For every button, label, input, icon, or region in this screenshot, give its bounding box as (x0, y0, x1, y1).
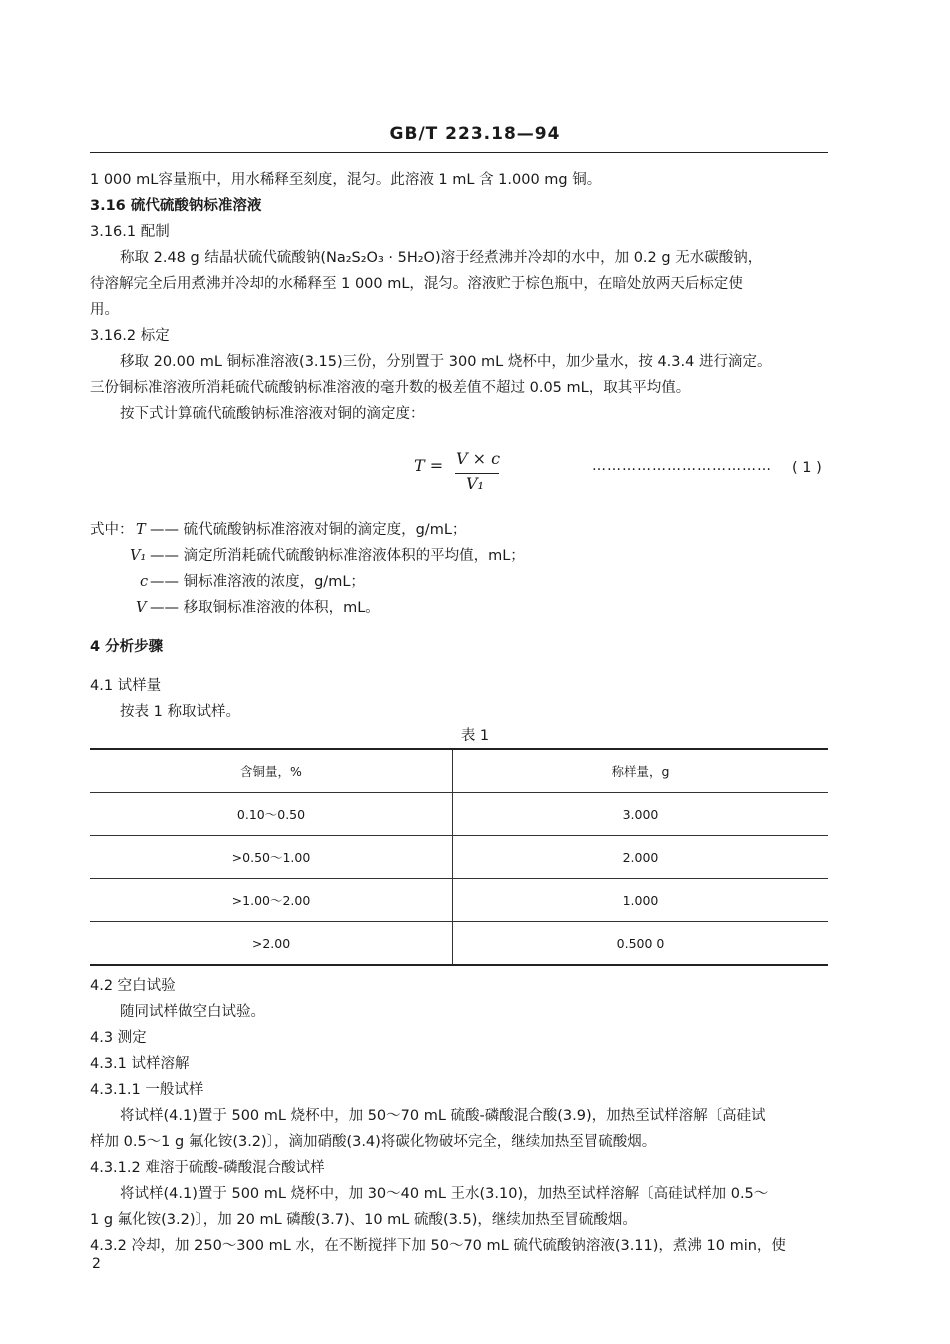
table-cell: >1.00～2.00 (90, 879, 453, 922)
table-cell: >0.50～1.00 (90, 836, 453, 879)
body-line: 三份铜标准溶液所消耗硫代硫酸钠标准溶液的毫升数的极差值不超过 0.05 mL，取其平均值。 (90, 380, 691, 396)
table-header-row (90, 749, 828, 793)
body-line: 移取 20.00 mL 铜标准溶液(3.15)三份，分别置于 300 mL 烧杯中，加少量水，按 4.3.4 进行滴定。 (120, 354, 772, 370)
table-cell: 0.10～0.50 (90, 793, 453, 836)
section-heading-4-1: 4.1 试样量 (90, 678, 162, 694)
section-heading-3-16: 3.16 硫代硫酸钠标准溶液 (90, 198, 262, 214)
table-header-cell: 称样量，g (453, 749, 829, 793)
where-prefix: 式中： (90, 522, 134, 538)
body-line: 用。 (90, 302, 119, 318)
table-row (90, 922, 828, 966)
table-cell: 3.000 (453, 793, 829, 836)
section-heading-4-3-1: 4.3.1 试样溶解 (90, 1056, 190, 1072)
formula-leader-dots: ……………………………… (592, 458, 772, 474)
section-heading-4-3-1-1: 4.3.1.1 一般试样 (90, 1082, 204, 1098)
where-desc-T: —— 硫代硫酸钠标准溶液对铜的滴定度，g/mL； (150, 522, 467, 538)
body-line: 称取 2.48 g 结晶状硫代硫酸钠(Na₂S₂O₃ · 5H₂O)溶于经煮沸并冷却的水中，加 0.2 g 无水碳酸钠， (120, 250, 763, 266)
section-heading-4: 4 分析步骤 (90, 639, 164, 655)
section-heading-4-2: 4.2 空白试验 (90, 978, 176, 994)
table-cell: 2.000 (453, 836, 829, 879)
formula-number: ( 1 ) (792, 460, 822, 476)
table-cell: >2.00 (90, 922, 453, 966)
where-symbol-c: c (140, 574, 149, 590)
table-row (90, 836, 828, 879)
table-row (90, 879, 828, 922)
where-desc-V1: —— 滴定所消耗硫代硫酸钠标准溶液体积的平均值，mL； (150, 548, 525, 564)
section-heading-4-3: 4.3 测定 (90, 1030, 147, 1046)
section-heading-3-16-2: 3.16.2 标定 (90, 328, 170, 344)
where-desc-c: —— 铜标准溶液的浓度，g/mL； (150, 574, 365, 590)
table-row (90, 793, 828, 836)
where-symbol-T: T (136, 522, 146, 538)
body-line: 将试样(4.1)置于 500 mL 烧杯中，加 50～70 mL 硫酸-磷酸混合酸(3.9)，加热至试样溶解〔高硅试 (120, 1108, 766, 1124)
where-symbol-V1: V₁ (130, 548, 147, 564)
section-heading-4-3-2: 4.3.2 冷却，加 250～300 mL 水，在不断搅拌下加 50～70 mL 硫代硫酸钠溶液(3.11)，煮沸 10 min，使 (90, 1238, 786, 1254)
header-rule (90, 152, 828, 153)
body-line: 按下式计算硫代硫酸钠标准溶液对铜的滴定度： (120, 406, 425, 422)
page-number: 2 (92, 1256, 101, 1272)
page-header-standard-number: GB/T 223.18—94 (389, 124, 561, 144)
body-line: 1 000 mL容量瓶中，用水稀释至刻度，混匀。此溶液 1 mL 含 1.000 mg 铜。 (90, 172, 602, 188)
where-desc-V: —— 移取铜标准溶液的体积，mL。 (150, 600, 380, 616)
sample-weight-table (90, 748, 828, 966)
formula-lhs: T = (414, 456, 444, 475)
table-caption: 表 1 (460, 728, 490, 744)
table-header-cell: 含铜量，% (90, 749, 453, 793)
body-line: 样加 0.5～1 g 氟化铵(3.2)〕，滴加硝酸(3.4)将碳化物破坏完全，继续加热至冒硫酸烟。 (90, 1134, 657, 1150)
section-heading-4-3-1-2: 4.3.1.2 难溶于硫酸-磷酸混合酸试样 (90, 1160, 325, 1176)
body-line: 按表 1 称取试样。 (120, 704, 240, 720)
table-cell: 0.500 0 (453, 922, 829, 966)
body-line: 将试样(4.1)置于 500 mL 烧杯中，加 30～40 mL 王水(3.10)，加热至试样溶解〔高硅试样加 0.5～ (120, 1186, 769, 1202)
body-line: 随同试样做空白试验。 (120, 1004, 265, 1020)
section-heading-3-16-1: 3.16.1 配制 (90, 224, 170, 240)
where-symbol-V: V (136, 600, 147, 616)
formula-numerator: V × c (456, 449, 501, 468)
body-line: 1 g 氟化铵(3.2)〕，加 20 mL 磷酸(3.7)、10 mL 硫酸(3.5)，继续加热至冒硫酸烟。 (90, 1212, 637, 1228)
table-cell: 1.000 (453, 879, 829, 922)
body-line: 待溶解完全后用煮沸并冷却的水稀释至 1 000 mL，混匀。溶液贮于棕色瓶中，在暗处放两天后标定使 (90, 276, 743, 292)
formula-denominator: V₁ (466, 474, 484, 493)
